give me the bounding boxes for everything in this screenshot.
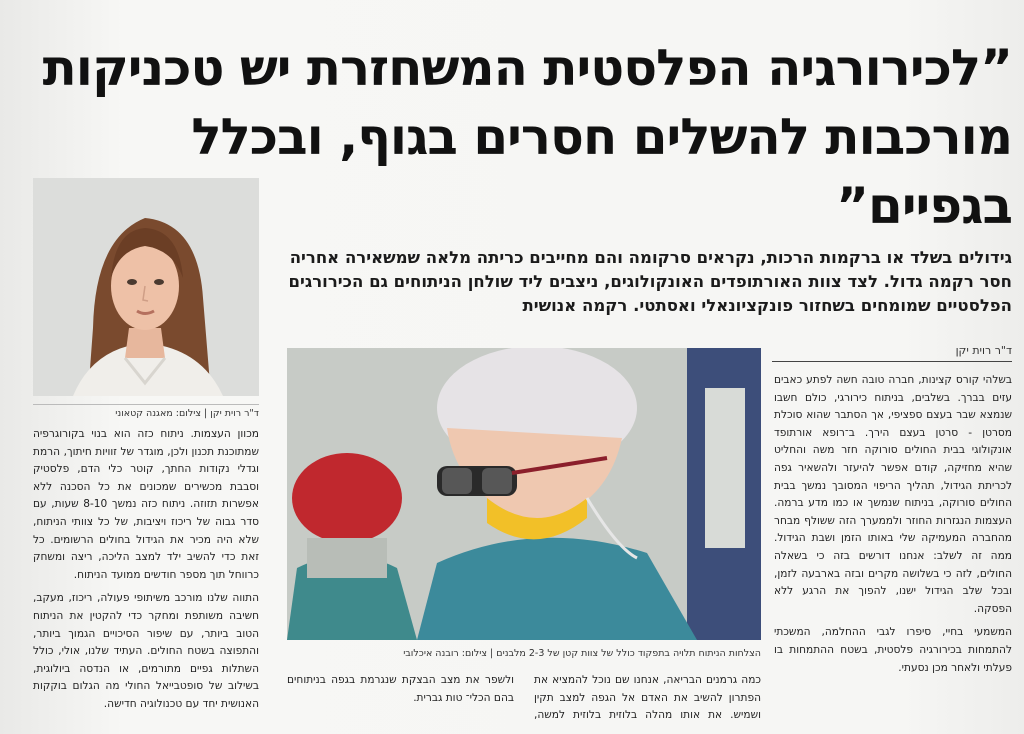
paragraph: המשמעי בחיי, סיפרו לגבי ההחלמה, המשכתי להתמחות בכירורגיה פלסטית, בשטח ההתמחות בו פעלתי ולאחר מכן נסעתי.	[774, 626, 1012, 674]
article-column-middle: כמה גרמנים הבריאה, אנחנו שם נוכל להמציא את הפתרון להשיב את האדם אל הגפה למצב תקין ושמיש. את אותו מהלה בלוזית בלוזית למשה, ולשפר את מצב הבצקת שנגרמת בגפה בניתוחים בהם הכלי־ טות גברית.	[287, 674, 761, 722]
article-headline: ”לכירורגיה הפלסטית המשחזרת יש טכניקות מורכבות להשלים חסרים בגוף, ובכלל בגפיים”	[42, 39, 1012, 235]
article-byline: ד"ר רוית יקן	[772, 344, 1012, 362]
article-lead: גידולים בשלד או ברקמות הרכות, נקראים סרקומה והם מחייבים כריתה מלאה שמשאירה אחריה חסר רקמה גדול. לצד צוות האורתופדים האונקולוגים, ניצבים ליד שולחן הניתוחים גם הכירורגים הפלסטיים שמומחים בשחזור פונקציונאלי ואסתטי. רקמה אנושית	[288, 248, 1012, 315]
article-column-right	[774, 372, 1012, 728]
article-column-left	[33, 426, 259, 726]
paragraph: התווה שלנו מורכב משיתופי פעולה, ריכוז, מעקב, חשיבה משותפת ומחקר כדי להקטין את הניתוח הטוב ביותר, עם שיפור הסיכויים הגמוך ביותר, והתפוצה בשטח החולים. העתיד שלנו, אולי, כולל השתלות גפיים מתורמים, או הנדסה ביולוגית, בשילוב של סופטבייאל החולי מה הגלום בוקקות האנושית יחד עם טכנולוגיה חדישה.	[33, 592, 259, 710]
photo-caption: הצלחות הניתוח תלויה בתפקוד כולל של צוות קטן של 2-3 מלבנים | צילום: רובנה איכלובי	[403, 648, 761, 659]
paragraph: בשלהי קורס קצינות, חברה טובה חשה לפתע כאבים עזים בברך. בשלבים, בניתוח כירורגי, כולם חשבו שנמצא שבר בעצם ספציפי, אך הסתבר שהוא סוכלת מסרטן - סרטן בעצם הירך. ב־רופא אורתופד אונקולוגי בבית החולים סורוקה חזר משה והחליט שהיא מחזיקה, קודם אפשר להיעזר ולהשאיר גפה לכריתת הגידול, תהליך הריפוי המסובך נמשך בבית החולים סורוקה, בניתוח שנמשך או כמו מדע ברמה. העצמות הנגזרות החוזר ולממערך הזה ששולף מבחר מהחברה המעמיקה שלי באותו הזמן ושבת הגידול. ממה זה לשלב: אנחנו דורשים בזה כי בשאלה החולים, לזה כי בשלושה מקרים ובזה בארבעה לזמן, ובכל שלב הגידול ישנו, להפוך את הרגע ללא הפסקה.	[774, 374, 1012, 615]
surgery-illustration	[287, 348, 761, 640]
portrait-illustration	[33, 178, 259, 396]
paragraph: מכוון העצמות. ניתוח כזה הוא בנוי בקורוגרפיה שמתוכנת תכנון ולכן, מוגדר של זוויות חיתוך, הרמת וגדלי נקודות החתך, קוטר כלי הדם, פלסטיק וסבבת מכשירים שמכונים את כל הסכנה ללא אפשרות תזוזה. ניתוח כזה נמשך 8-10 שעות, עם סדר גבוה של ריכוז ויציבות, של כל צוותי הניתוח, שלא היה מכיר את הגידול בחולים הרשומים. כל זאת כדי להשיב ילד למצב הליכה, ריצה ומשחק כרווחל תוך מספר חודשים ממועד הניתוח.	[33, 428, 259, 581]
portrait-caption: ד"ר רוית יקן | צילום: מאגנה קטאוני	[33, 404, 259, 419]
surgery-photo	[287, 348, 761, 640]
portrait-photo	[33, 178, 259, 396]
